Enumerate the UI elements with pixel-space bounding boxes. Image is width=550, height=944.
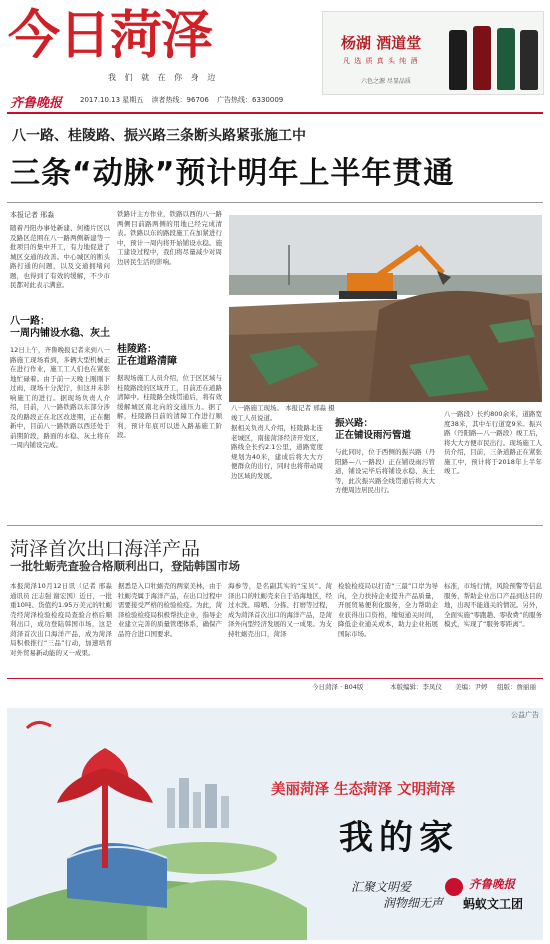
- ad-main-text: 我的家: [339, 818, 459, 858]
- article1-column-2b: 据现场施工人员介绍，位于区区域与桂陵路段的区域开工，目前还在道路清障中。桂陵路全线贯通后，将有效缓解城区南北向的交通压力。据了解，桂陵路目前的清障工作进行顺利，预计年底可以进入路基施工阶段。: [117, 374, 222, 439]
- calligraphy-line-2: 润物细无声: [383, 896, 444, 910]
- article1-byline: 本报记者 邢淼: [10, 211, 55, 219]
- issue-date: 2017.10.13 星期五: [80, 96, 144, 104]
- paper-name-logo: 齐鲁晚报: [10, 96, 63, 111]
- article2-headline[interactable]: 菏泽首次出口海洋产品: [10, 538, 201, 560]
- article2-subhead: 一批牡蛎壳查验合格顺利出口，登陆韩国市场: [10, 559, 240, 573]
- ad-logo-circle-icon: [445, 878, 463, 896]
- bottle-image: [520, 30, 538, 90]
- excavator-scene: [229, 215, 542, 402]
- bottle-image: [449, 30, 467, 90]
- proof-credit: 组版：詹丽丽: [497, 683, 536, 691]
- article-divider: [7, 525, 543, 526]
- article1-column-3b: 据相关负责人介绍，桂陵路北连老城区，南接菏泽经济开发区，路线全长约2.1公里，道路宽度规划为40米，建成后将大大方便群众的出行，同时也将带动周边区域的发展。: [231, 424, 323, 480]
- article2-column-2: 据悉是入口牡蛎壳的两家美林，由于牡蛎壳属于海洋产品，在出口过程中需要接受严格的检验检疫。为此，菏泽检验检疫局积极帮扶企业，指导企业建立完善的质量管理体系，确保产品符合进口国要求。: [118, 582, 222, 638]
- article1-column-4: 与此同时，位于西侧的振兴路（丹阳路—八一路段）正在铺设雨污管道，铺设完毕后将铺设水稳、灰土等，此次振兴路全线贯通后将大大方便周边居民出行。: [335, 448, 435, 494]
- construction-site-photo[interactable]: [229, 215, 542, 402]
- footer-rule: [7, 678, 543, 679]
- ad-phone: 广告热线：6330009: [217, 96, 284, 104]
- article1-subhead-zhenxing: 振兴路： 正在铺设雨污管道: [335, 418, 412, 441]
- article1-subhead-bayi: 八一路： 一周内铺设水稳、灰土: [10, 316, 110, 339]
- article1-column-5: 八一路段）长约800余米，道路宽度38米，其中车行道宽9米。振兴路（丹阳路—八一路段）竣工后，将大大方便市民出行。现场施工人员介绍，目前，三条道路正在紧张施工中，预计将于2018年上半年竣工。: [444, 410, 542, 475]
- masthead: [0, 0, 550, 112]
- ad-label: 公益广告: [511, 711, 539, 719]
- bottle-image: [473, 26, 491, 90]
- ad-studio-name: 蚂蚁文工团: [463, 897, 524, 911]
- liquor-advertisement[interactable]: [322, 11, 544, 95]
- photo-caption: 八一路施工现场。 本报记者 邢淼 摄: [231, 404, 335, 412]
- tip-phone: 读者热线：96706: [151, 96, 209, 104]
- article2-column-1: 本报菏泽10月12日讯（记者 邢淼 通讯员 汪志强 谢宏国）近日，一批重10吨、货值约1.95万美元的牡蛎壳经菏泽检验检疫局查验合格后顺利出口，成功登陆韩国市场，这是菏泽首次出口海洋产品，成为菏泽局积极推行“三品”行动，加速培育对外贸易新动能的又一成果。: [10, 582, 112, 657]
- art-credit: 美编：尹婷: [455, 683, 488, 691]
- article1-column-3: 竣工人员说道。: [231, 414, 277, 422]
- bottle-image: [497, 28, 515, 90]
- article1-headline[interactable]: 三条“动脉”预计明年上半年贯通: [10, 156, 455, 191]
- headline-divider: [7, 202, 543, 203]
- masthead-meta: [80, 95, 289, 105]
- article1-column-1: 随着丹阳办事处新建、何楼片区以及路区范围在八一路两侧新建等一批项目的集中开工，有力地促进了城区交通的改善。中心城区的断头路打通的问题，以及交通拥堵问题，也得到了有效的缓解，不少市民都对此表示满意。: [10, 224, 110, 289]
- masthead-slogan: 我 们 就 在 你 身 边: [108, 73, 219, 82]
- article1-kicker: 八一路、桂陵路、振兴路三条断头路紧张施工中: [12, 128, 306, 144]
- article2-column-3: 海参等，是名副其实的“宝贝”。菏泽出口的牡蛎壳来自于沿海地区，经过水洗、晾晒、分拣、打磨等过程，成为菏泽首次出口的海洋产品，是菏泽外向型经济发展的又一成果。为支持牡蛎壳出口，菏泽: [228, 582, 332, 638]
- article1-column-2: 铁路计主方作业，铁路以西的八一路两侧目前路两侧的用地已经完成清表。铁路以东的路段施工在加紧进行中，预计一周内将开始铺设水稳。施工建设过程中，我们将尽量减少对周边居民生活的影响。: [117, 210, 222, 266]
- masthead-divider: [7, 112, 543, 114]
- article2-column-4: 检验检疫局以打造“三最”口岸为导向，全力扶持企业提升产品质量，开展贸易便利化服务，全力帮助企业获得出口资格，缩短通关时间，降低企业通关成本，助力企业拓展国际市场。: [338, 582, 438, 638]
- public-service-advertisement[interactable]: [7, 708, 543, 940]
- ad-paper-name: 齐鲁晚报: [469, 877, 515, 891]
- article2-column-5: 标准，市场行情，风险预警等信息服务，帮助企业出口产品到达目的地，出现不能通关的情况。另外，全面实施“零跑趟、零收费”的服务模式，实现了“服务零距离”。: [444, 582, 542, 628]
- article1-column-1b: 12日上午，齐鲁晚报记者来到八一路施工现场看到，多辆大型机械正在进行作业，施工工人们也在紧张地忙碌着。由于前一天晚上刚刚下过雨，现场十分泥泞，但这并未影响施工的进行。据现场负责人介绍，目前，八一路铁路以东部分涉及的路段正在北区改进期，正在翻新中，目前八一路铁路以西还处于前期阶段，路面的水稳、灰土将在一周内铺设完成。: [10, 346, 110, 449]
- liquor-ad-tagline: 六色之源 尽显品质: [361, 78, 411, 85]
- page-info: 今日菏泽 · B04版: [312, 683, 364, 691]
- calligraphy-line-1: 汇聚文明爱: [351, 880, 412, 894]
- editor-credit: 本版编辑：李凤仪: [390, 683, 442, 691]
- ad-slogan: 美丽菏泽 生态菏泽 文明菏泽: [271, 782, 456, 798]
- newspaper-title: 今日菏泽: [8, 6, 213, 66]
- article1-subhead-guiling: 桂陵路： 正在道路清障: [117, 344, 177, 367]
- liquor-ad-slogan: 凡 选 质 真 头 纯 酒: [343, 57, 419, 65]
- liquor-brand: 杨湖 酒道堂: [341, 34, 422, 52]
